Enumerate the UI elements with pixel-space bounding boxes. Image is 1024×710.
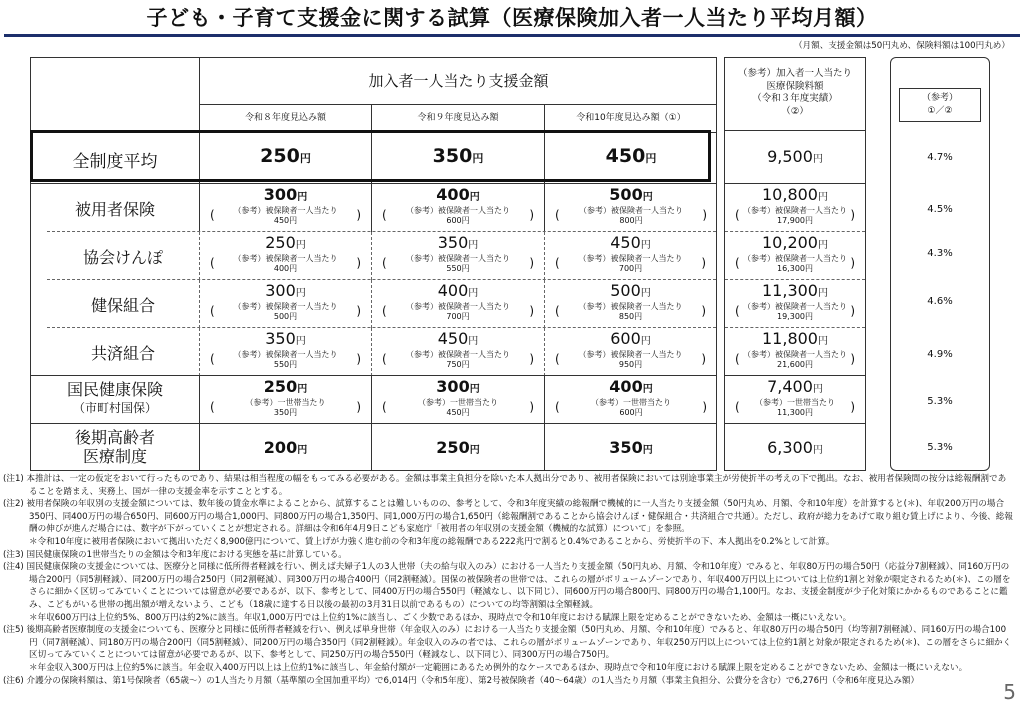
amount: 600: [610, 329, 641, 348]
footnote: (注3) 国民健康保険の1世帯当たりの金額は令和3年度における実態を基に計算している。: [3, 549, 347, 560]
ref-value: 19,300円: [777, 312, 813, 321]
reference-bracket: [555, 350, 706, 370]
ref-label: ( （参考）被保険者一人当たり: [578, 254, 683, 263]
amount: 250: [265, 233, 296, 252]
footnote: (注6) 介護分の保険料額は、第1号保険者（65歳～）の1人当たり月額（基準額の全国加重平均）で6,014円（令和5年度）、第2号被保険者（40～64歳）の1人当たり月額（事業主負担分、公費分を含む）で6,276円（令和6年度見込み額）: [3, 675, 920, 686]
row-label: [31, 428, 199, 466]
row-label-sub: 医療制度: [82, 447, 147, 466]
ratio-value: 4.7%: [927, 152, 953, 163]
ratio-value: 5.3%: [927, 396, 953, 407]
footnote: (注5) 後期高齢者医療制度の支援金についても、医療分と同様に低所得者軽減を行い、例えば単身世帯（年金収入のみ）における一人当たり支援金額（50円丸め、月額、令和10年度）でみると、年収80万円の場合50円（均等割7割軽減）、同160万円の場合100円（同7割軽減）、同180万円の場合200円（同5割軽減）、同200万円の場合350円（同2割軽減）。年金収入のみの者では、これらの層がボリュームゾーンであり、年収250万円以上については上位約1割と対象が限定されるため(＊)、この層をさらに細かく区切ってみていくことについては留意が必要であるが、以下、参考として、同250万円の場合550円（軽減なし、以下同じ）、同300万円の場合750円。: [3, 625, 1012, 661]
reference-bracket: [555, 206, 707, 226]
row-label-main: 国民健康保険: [66, 380, 163, 399]
table-row: [31, 375, 716, 423]
ref-value: 550円: [273, 360, 298, 369]
ref-label: ( （参考）被保険者一人当たり: [743, 206, 847, 215]
title-underline: [4, 34, 1020, 37]
value-cell: [371, 328, 544, 376]
row-label: 全制度平均: [72, 152, 158, 172]
yen-unit: 円: [297, 445, 308, 456]
ratio-value: 4.5%: [927, 204, 953, 215]
row-label-main: 後期高齢者: [74, 428, 155, 447]
table-row: [47, 327, 716, 375]
value-cell: [199, 232, 371, 280]
value-cell: [544, 280, 716, 328]
reference-bracket: [210, 206, 361, 226]
ratio-column: [890, 57, 990, 471]
ratio-value: 4.9%: [927, 349, 953, 360]
reference-bracket: [735, 302, 855, 322]
ref-value: 750円: [446, 360, 470, 369]
yen-unit: 円: [468, 240, 479, 251]
value-cell: [544, 232, 716, 280]
footnote: (注4) 国民健康保険の支援金については、医療分と同様に低所得者軽減を行い、例えば夫婦子1人の3人世帯（夫の給与収入のみ）における一人当たり支援金額（50円丸め、月額、令和10年度）でみると、年収80万円の場合50円（応益分7割軽減）、同160万円の場合200円（同5割軽減）、同200万円の場合250円（同2割軽減）、同300万円の場合400円（同2割軽減）。国保の被保険者の世帯では、これらの層がボリュームゾーンであり、年収400万円以上については上位約1割と対象が限定されるため(＊)、この層をさらに細かく区切ってみていくことについては留意が必要であるが、以下、参考として、同400万円の場合550円（軽減なし、以下同じ）、同600万円の場合800円、同800万円の場合1,100円。なお、支援金制度が少子化対策にかかるものであることに鑑み、こどもがいる世帯の拠出額が増えないよう、こども（18歳に達する日以後の最初の3月31日以前であるもの）についての均等割額は全額軽減。: [3, 562, 1011, 610]
row-label-sub: （市町村国保）: [72, 401, 157, 415]
row-label: [31, 380, 199, 418]
ref-label: ( （参考）被保険者一人当たり: [406, 350, 510, 359]
amount: 300: [436, 377, 470, 396]
ref-label: ( （参考）一世帯当たり: [418, 398, 498, 407]
footnote: ＊令和10年度に被用者保険において拠出いただく8,900億円について、賃上げが力強く進む前の令和3年度の総報酬である222兆円で割ると0.4%であることから、労使折半の下、本人拠出を0.2%として計算。: [29, 536, 835, 547]
ref-cell: [725, 327, 865, 375]
reference-bracket: [735, 254, 855, 274]
footnote: (注1) 本推計は、一定の仮定をおいて行ったものであり、結果は相当程度の幅をもってみる必要がある。金額は事業主負担分を除いた本人拠出分であり、被用者保険においては別途事業主が労使折半の考えの下で拠出。なお、被用者保険間の按分は総報酬割であることを踏まえ、実務上、国が一律の支援金率を示すこととする。: [3, 474, 1007, 497]
yen-unit: 円: [642, 384, 653, 395]
ref-value: 500円: [273, 312, 298, 321]
reference-bracket: [555, 254, 706, 274]
yen-unit: 円: [469, 192, 480, 203]
yen-unit: 円: [297, 384, 308, 395]
ref-amount: 6,300: [767, 438, 813, 457]
ref-label: ( （参考）一世帯当たり: [245, 398, 326, 407]
ratio-header: [899, 88, 981, 122]
ref-value: 700円: [446, 312, 470, 321]
value-cell: [199, 328, 371, 376]
ref-value: 700円: [618, 264, 643, 273]
yen-unit: 円: [812, 445, 823, 456]
reference-bracket: [210, 302, 361, 322]
ref-value: 550円: [446, 264, 470, 273]
ref-cell: [725, 375, 865, 423]
ref-label: ( （参考）被保険者一人当たり: [406, 254, 510, 263]
value-cell: [544, 184, 717, 232]
ref-cell: [725, 231, 865, 279]
yen-unit: 円: [817, 192, 828, 203]
col-header-r10: 令和10年度見込み額（①）: [544, 105, 717, 132]
ref-label: ( （参考）被保険者一人当たり: [743, 254, 847, 263]
amount: 400: [436, 185, 470, 204]
yen-unit: 円: [640, 240, 651, 251]
ref-header-line: （参考）加入者一人当たり: [737, 68, 852, 79]
reference-bracket: [555, 302, 706, 322]
footnotes: [3, 473, 1013, 687]
yen-unit: 円: [817, 288, 828, 299]
col-header-r8: 令和８年度見込み額: [199, 105, 371, 132]
amount: 350: [609, 438, 643, 457]
page-title: 子ども・子育て支援金に関する試算（医療保険加入者一人当たり平均月額）: [146, 6, 878, 30]
yen-unit: 円: [469, 445, 480, 456]
amount: 400: [609, 377, 643, 396]
ref-label: ( （参考）被保険者一人当たり: [233, 302, 338, 311]
ref-label: ( （参考）被保険者一人当たり: [233, 350, 338, 359]
yen-unit: 円: [640, 288, 651, 299]
table-row: [31, 183, 716, 231]
reference-bracket: [382, 302, 534, 322]
amount: 300: [263, 185, 298, 204]
ref-amount: 10,800: [762, 185, 818, 204]
value-cell: [371, 184, 544, 232]
ref-amount: 11,300: [762, 281, 818, 300]
reference-bracket: [735, 398, 855, 418]
ref-label: ( （参考）被保険者一人当たり: [579, 206, 683, 215]
ref-label: ( （参考）被保険者一人当たり: [233, 206, 338, 215]
col-header-r9: 令和９年度見込み額: [371, 105, 544, 132]
amount: 400: [437, 281, 469, 300]
table-row: [31, 423, 716, 471]
table-row: [47, 231, 716, 279]
value-cell: [544, 424, 717, 471]
reference-bracket: [382, 206, 534, 226]
ratio-value: 4.3%: [927, 248, 953, 259]
amount: 450: [610, 233, 641, 252]
amount: 200: [263, 438, 298, 457]
ref-amount: 7,400: [767, 377, 813, 396]
yen-unit: 円: [812, 384, 823, 395]
amount: 250: [436, 438, 470, 457]
amount: 500: [610, 281, 641, 300]
ref-label: ( （参考）被保険者一人当たり: [578, 350, 683, 359]
ref-label: ( （参考）被保険者一人当たり: [406, 302, 510, 311]
reference-bracket: [210, 350, 361, 370]
ref-amount: 10,200: [762, 233, 818, 252]
amount: 450: [605, 145, 646, 167]
value-cell: [371, 424, 544, 471]
value-cell: [199, 424, 371, 471]
ref-value: 21,600円: [777, 360, 813, 369]
reference-bracket: [555, 398, 707, 418]
ref-header-line: （令和３年度実績）: [752, 93, 838, 104]
ref-cell: [725, 132, 865, 183]
value-cell: [199, 280, 371, 328]
ref-label: ( （参考）被保険者一人当たり: [406, 206, 510, 215]
ref-header-line: （②）: [781, 105, 809, 117]
ref-value: 850円: [618, 312, 643, 321]
ref-value: 950円: [618, 360, 643, 369]
yen-unit: 円: [472, 152, 484, 165]
highlight-box-all-average: [30, 130, 711, 182]
reference-bracket: [210, 254, 361, 274]
ref-cell: [725, 279, 865, 327]
reference-premium-column: [724, 57, 866, 471]
amount: 450: [437, 329, 469, 348]
amount: 250: [260, 145, 300, 167]
yen-unit: 円: [817, 240, 828, 251]
ref-value: 600円: [619, 408, 643, 417]
reference-bracket: [382, 350, 534, 370]
row-label: 健保組合: [90, 296, 155, 315]
reference-bracket: [210, 398, 361, 418]
yen-unit: 円: [468, 336, 479, 347]
reference-bracket: [382, 254, 534, 274]
yen-unit: 円: [817, 336, 828, 347]
reference-bracket: [382, 398, 534, 418]
value-cell: [371, 232, 544, 280]
value-cell: [371, 376, 544, 424]
footnote: ＊年金収入300万円は上位約5%に該当。年金収入400万円以上は上位約1%に該当し、年金給付額が一定範囲にあるため例外的なケースであるほか、現時点で令和10年度における賦課上限を定めることができないため、金額は一概にいえない。: [29, 662, 968, 673]
reference-bracket: [735, 350, 855, 370]
row-label: 被用者保険: [74, 200, 155, 219]
ref-label: ( （参考）被保険者一人当たり: [743, 302, 847, 311]
table-row: [47, 279, 716, 327]
yen-unit: 円: [812, 154, 823, 165]
ref-label: ( （参考）一世帯当たり: [755, 398, 835, 407]
ratio-value: 4.6%: [927, 296, 953, 307]
yen-unit: 円: [468, 288, 479, 299]
yen-unit: 円: [295, 336, 306, 347]
amount: 300: [265, 281, 296, 300]
ratio-header-line: ①／②: [927, 106, 953, 116]
ref-value: 800円: [619, 216, 643, 225]
yen-unit: 円: [297, 192, 308, 203]
value-cell: [371, 280, 544, 328]
value-cell: [544, 376, 717, 424]
ref-value: 11,300円: [777, 408, 813, 417]
ref-amount: 9,500: [767, 147, 813, 166]
amount: 350: [265, 329, 296, 348]
yen-unit: 円: [295, 240, 306, 251]
ref-value: 450円: [273, 216, 298, 225]
ref-value: 17,900円: [777, 216, 813, 225]
amount: 350: [437, 233, 469, 252]
yen-unit: 円: [299, 152, 311, 165]
ref-value: 350円: [273, 408, 298, 417]
ref-amount: 11,800: [762, 329, 818, 348]
ref-label: ( （参考）被保険者一人当たり: [578, 302, 683, 311]
group-header: 加入者一人当たり支援金額: [199, 58, 717, 105]
ref-value: 16,300円: [777, 264, 813, 273]
footnote: ＊年収600万円は上位約5%、800万円は約2%に該当。年収1,000万円では上位約1%に該当し、ごく少数であるほか、現時点で令和10年度における賦課上限を定めることができないため、金額は一概にいえない。: [29, 612, 852, 623]
ref-label: ( （参考）被保険者一人当たり: [743, 350, 847, 359]
ref-header-line: 医療保険料額: [766, 80, 824, 92]
ref-label: ( （参考）被保険者一人当たり: [233, 254, 338, 263]
yen-unit: 円: [295, 288, 306, 299]
ref-value: 450円: [446, 408, 470, 417]
amount: 500: [609, 185, 643, 204]
yen-unit: 円: [640, 336, 651, 347]
ref-header: [725, 58, 865, 131]
yen-unit: 円: [469, 384, 480, 395]
value-cell: [544, 328, 716, 376]
yen-unit: 円: [642, 192, 653, 203]
row-label: 共済組合: [90, 344, 155, 363]
value-cell: [199, 184, 371, 232]
footnote: (注2) 被用者保険の年収別の支援金額については、数年後の賃金水準によることから、試算することは難しいものの、参考として、令和3年度実績の総報酬で機械的に一人当たり支援金額（50円丸め、月額、令和10年度）を計算すると(＊)、年収200万円の場合350円、同400万円の場合650円、同600万円の場合1,000円、同800万円の場合1,350円、同1,000万円の場合1,650円（総報酬割であることから協会けんぽ・健保組合・共済組合で共通）。ただし、政府が総力をあげて取り組む賃上げにより、今後、総報酬の伸びが進んだ場合には、数字が下がっていくことが想定される。詳細は令和6年4月9日こども家庭庁「被用者の年収別の支援金額（機械的な試算）について」を参照。: [3, 499, 1013, 535]
ref-cell: [725, 423, 865, 470]
amount: 250: [263, 377, 298, 396]
reference-bracket: [735, 206, 855, 226]
amount: 350: [432, 145, 473, 167]
yen-unit: 円: [642, 445, 653, 456]
row-label: 協会けんぽ: [82, 248, 163, 267]
ref-value: 600円: [446, 216, 470, 225]
value-cell: [199, 376, 371, 424]
ref-label: ( （参考）一世帯当たり: [591, 398, 671, 407]
ratio-header-line: （参考）: [921, 93, 958, 103]
ratio-value: 5.3%: [927, 442, 953, 453]
page-number: 5: [1003, 680, 1016, 704]
yen-unit: 円: [645, 152, 657, 165]
unit-note: （月額、支援金額は50円丸め、保険料額は100円丸め）: [793, 41, 1010, 51]
ref-value: 400円: [273, 264, 298, 273]
ref-cell: [725, 183, 865, 231]
support-amount-table: [30, 57, 717, 471]
